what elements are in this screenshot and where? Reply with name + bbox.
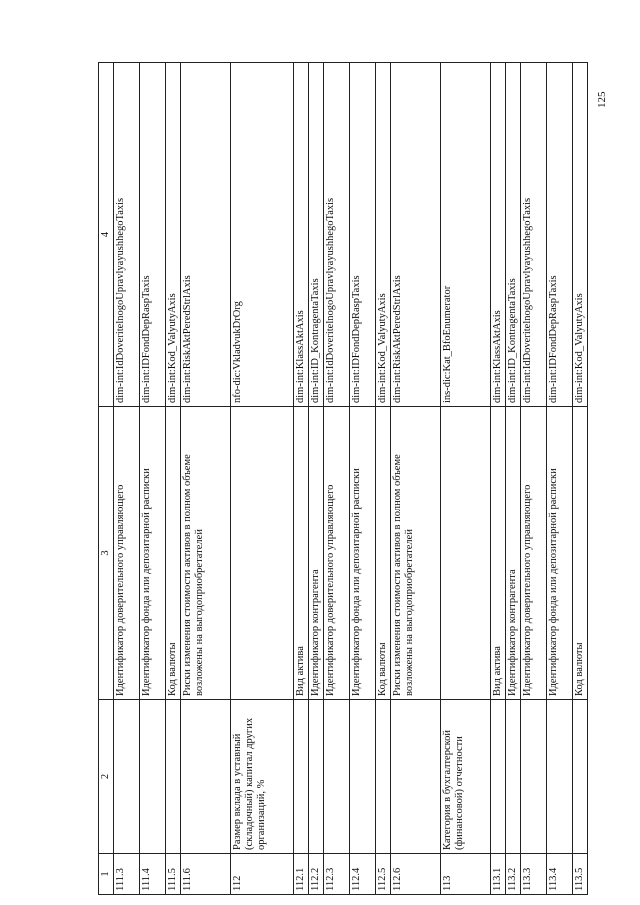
table-row: [181, 63, 231, 895]
indicator-name-cell: [391, 700, 441, 854]
element-code-cell: nfo-dic:VkladvukDrOrg: [231, 63, 294, 407]
table-row: [391, 63, 441, 895]
axis-description-cell: Идентификатор доверительного управляющего: [521, 407, 547, 700]
table-row: [506, 63, 521, 895]
axis-description-cell: Идентификатор контрагента: [309, 407, 324, 700]
row-number-cell: 111.5: [166, 854, 181, 895]
table-row: [491, 63, 506, 895]
axis-description-cell: Идентификатор фонда или депозитарной расписки: [140, 407, 166, 700]
axis-description-cell: Вид актива: [294, 407, 309, 700]
table-row: [231, 63, 294, 895]
element-code-cell: dim-int:KlassAktAxis: [294, 63, 309, 407]
axis-description-cell: Риски изменения стоимости активов в полном объеме возложены на выгодоприобретателей: [181, 407, 231, 700]
table-row: [441, 63, 491, 895]
indicator-name-cell: [350, 700, 376, 854]
row-number-cell: 111.3: [114, 854, 140, 895]
row-number-cell: 112.6: [391, 854, 441, 895]
table-row: [114, 63, 140, 895]
table-row: [324, 63, 350, 895]
indicator-name-cell: [521, 700, 547, 854]
row-number-cell: 113.4: [547, 854, 573, 895]
element-code-cell: dim-int:IdDoveritelnogoUpravlyayushhegoTaxis: [521, 63, 547, 407]
axis-description-cell: [441, 407, 491, 700]
header-col-3: 3: [99, 407, 114, 700]
header-row: [99, 63, 114, 895]
axis-description-cell: Вид актива: [491, 407, 506, 700]
taxonomy-table: [98, 62, 588, 895]
row-number-cell: 112: [231, 854, 294, 895]
row-number-cell: 112.4: [350, 854, 376, 895]
axis-description-cell: Код валюты: [166, 407, 181, 700]
element-code-cell: ins-dic:Kat_BfoEnumerator: [441, 63, 491, 407]
axis-description-cell: Риски изменения стоимости активов в полном объеме возложены на выгодоприобретателей: [391, 407, 441, 700]
row-number-cell: 113.1: [491, 854, 506, 895]
indicator-name-cell: [309, 700, 324, 854]
indicator-name-cell: [181, 700, 231, 854]
row-number-cell: 113.2: [506, 854, 521, 895]
indicator-name-cell: [294, 700, 309, 854]
table-row: [166, 63, 181, 895]
table-row: [294, 63, 309, 895]
row-number-cell: 112.5: [376, 854, 391, 895]
element-code-cell: dim-int:IdDoveritelnogoUpravlyayushhegoTaxis: [324, 63, 350, 407]
indicator-name-cell: Размер вклада в уставный (складочный) капитал других организаций, %: [231, 700, 294, 854]
axis-description-cell: Идентификатор фонда или депозитарной расписки: [350, 407, 376, 700]
indicator-name-cell: [114, 700, 140, 854]
indicator-name-cell: [506, 700, 521, 854]
indicator-name-cell: Категория в бухгалтерской (финансовой) отчетности: [441, 700, 491, 854]
row-number-cell: 113.5: [573, 854, 588, 895]
row-number-cell: 112.3: [324, 854, 350, 895]
indicator-name-cell: [547, 700, 573, 854]
element-code-cell: dim-int:RiskAktPeredStrlAxis: [391, 63, 441, 407]
table-row: [521, 63, 547, 895]
row-number-cell: 112.1: [294, 854, 309, 895]
row-number-cell: 113: [441, 854, 491, 895]
element-code-cell: dim-int:Kod_ValyutyAxis: [573, 63, 588, 407]
table-row: [376, 63, 391, 895]
table-row: [350, 63, 376, 895]
element-code-cell: dim-int:KlassAktAxis: [491, 63, 506, 407]
axis-description-cell: Код валюты: [376, 407, 391, 700]
row-number-cell: 111.4: [140, 854, 166, 895]
element-code-cell: dim-int:IdDoveritelnogoUpravlyayushhegoTaxis: [114, 63, 140, 407]
element-code-cell: dim-int:Kod_ValyutyAxis: [376, 63, 391, 407]
header-col-2: 2: [99, 700, 114, 854]
page-number: 125: [596, 91, 608, 108]
axis-description-cell: Идентификатор контрагента: [506, 407, 521, 700]
row-number-cell: 111.6: [181, 854, 231, 895]
element-code-cell: dim-int:IDFondDepRaspTaxis: [547, 63, 573, 407]
indicator-name-cell: [140, 700, 166, 854]
element-code-cell: dim-int:RiskAktPeredStrlAxis: [181, 63, 231, 407]
table-row: [573, 63, 588, 895]
indicator-name-cell: [166, 700, 181, 854]
header-col-1: 1: [99, 854, 114, 895]
indicator-name-cell: [491, 700, 506, 854]
element-code-cell: dim-int:ID_KontragentaTaxis: [309, 63, 324, 407]
element-code-cell: dim-int:ID_KontragentaTaxis: [506, 63, 521, 407]
table-body: [114, 63, 588, 895]
row-number-cell: 112.2: [309, 854, 324, 895]
row-number-cell: 113.3: [521, 854, 547, 895]
axis-description-cell: Идентификатор фонда или депозитарной расписки: [547, 407, 573, 700]
indicator-name-cell: [573, 700, 588, 854]
axis-description-cell: [231, 407, 294, 700]
axis-description-cell: Идентификатор доверительного управляющего: [324, 407, 350, 700]
element-code-cell: dim-int:IDFondDepRaspTaxis: [140, 63, 166, 407]
table-row: [309, 63, 324, 895]
header-col-4: 4: [99, 63, 114, 407]
axis-description-cell: Идентификатор доверительного управляющего: [114, 407, 140, 700]
table-row: [140, 63, 166, 895]
indicator-name-cell: [376, 700, 391, 854]
element-code-cell: dim-int:IDFondDepRaspTaxis: [350, 63, 376, 407]
element-code-cell: dim-int:Kod_ValyutyAxis: [166, 63, 181, 407]
axis-description-cell: Код валюты: [573, 407, 588, 700]
table-row: [547, 63, 573, 895]
indicator-name-cell: [324, 700, 350, 854]
